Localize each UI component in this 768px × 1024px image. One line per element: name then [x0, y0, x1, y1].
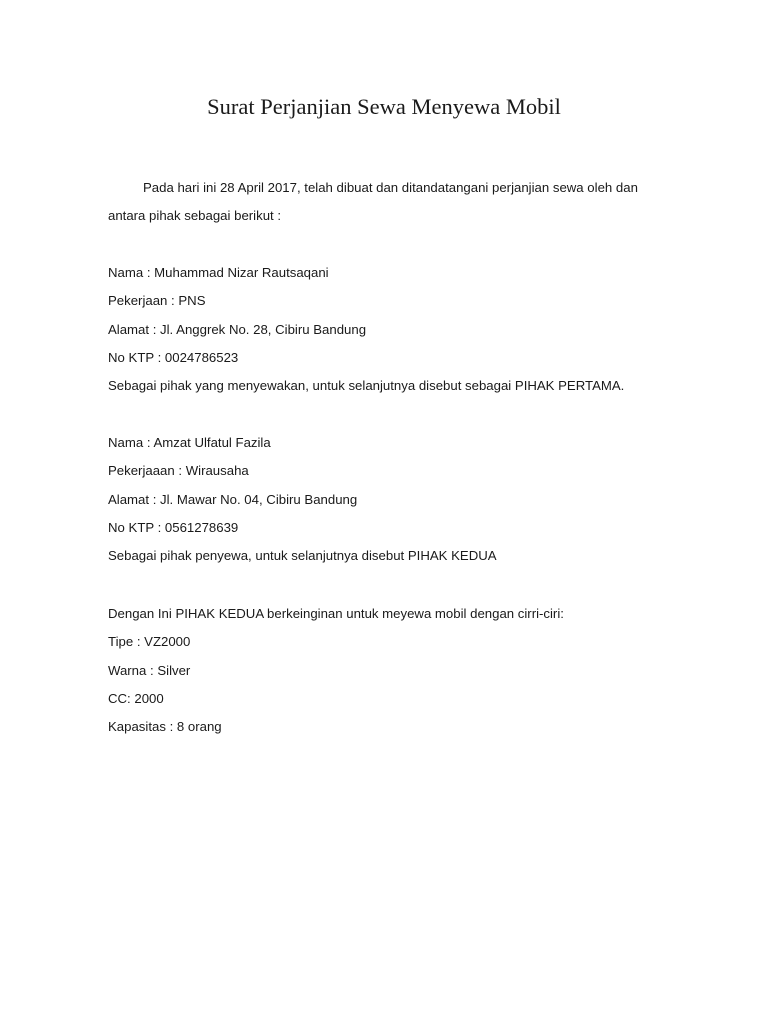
mobil-kapasitas: Kapasitas : 8 orang: [108, 719, 222, 735]
pihak-pertama-alamat: Alamat : Jl. Anggrek No. 28, Cibiru Bandung: [108, 321, 367, 337]
pihak-kedua-pekerjaan: Pekerjaaan : Wirausaha: [108, 463, 249, 479]
mobil-pengantar: Dengan Ini PIHAK KEDUA berkeinginan untuk meyewa mobil dengan cirri-ciri:: [108, 606, 564, 621]
pihak-pertama-ktp: No KTP : 0024786523: [108, 349, 239, 365]
pihak-pertama-nama: Nama : Muhammad Nizar Rautsaqani: [108, 265, 329, 280]
pihak-pertama-section: [108, 259, 678, 400]
pihak-pertama-keterangan: Sebagai pihak yang menyewakan, untuk selanjutnya disebut sebagai PIHAK PERTAMA.: [108, 378, 625, 394]
mobil-cc: CC: 2000: [108, 690, 164, 706]
intro-text: Pada hari ini 28 April 2017, telah dibuat dan ditandatangani perjanjian sewa oleh dan antara pihak sebagai berikut :: [108, 180, 638, 224]
pihak-kedua-alamat: Alamat : Jl. Mawar No. 04, Cibiru Bandung: [108, 491, 358, 507]
pihak-kedua-section: [108, 429, 678, 570]
mobil-warna: Warna : Silver: [108, 662, 191, 678]
intro-paragraph: [108, 174, 678, 231]
document-title: Surat Perjanjian Sewa Menyewa Mobil: [207, 94, 561, 119]
mobil-tipe: Tipe : VZ2000: [108, 634, 191, 650]
pihak-kedua-keterangan: Sebagai pihak penyewa, untuk selanjutnya disebut PIHAK KEDUA: [108, 548, 497, 564]
pihak-pertama-pekerjaan: Pekerjaan : PNS: [108, 293, 206, 309]
pihak-kedua-nama: Nama : Amzat Ulfatul Fazila: [108, 435, 271, 450]
mobil-section: [108, 600, 678, 741]
pihak-kedua-ktp: No KTP : 0561278639: [108, 519, 239, 535]
